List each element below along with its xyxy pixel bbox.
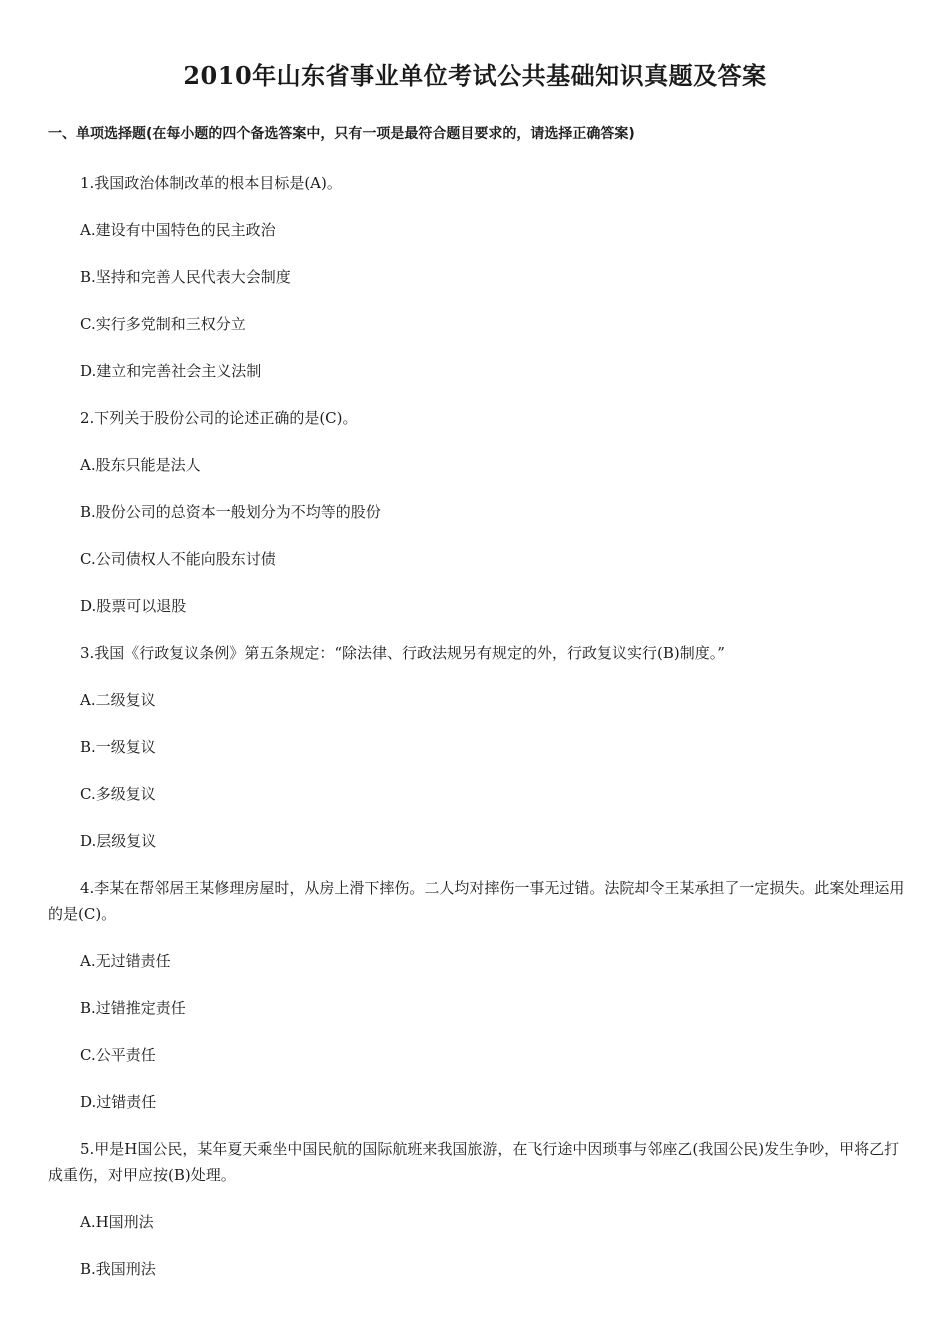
question-3-option-c: C.多级复议 (80, 785, 156, 803)
question-3-option-a: A.二级复议 (80, 691, 156, 709)
question-1-option-c: C.实行多党制和三权分立 (80, 315, 246, 333)
question-4-option-c: C.公平责任 (80, 1046, 156, 1064)
question-4-option-b: B.过错推定责任 (80, 999, 186, 1017)
question-4: 4.李某在帮邻居王某修理房屋时，从房上滑下摔伤。二人均对摔伤一事无过错。法院却令王某承担了一定损失。此案处理运用的是(C)。 (48, 879, 905, 923)
question-2-option-b: B.股份公司的总资本一般划分为不均等的股份 (80, 503, 381, 521)
question-1: 1.我国政治体制改革的根本目标是(A)。 (80, 174, 342, 192)
section-heading: 一、单项选择题(在每小题的四个备选答案中，只有一项是最符合题目要求的，请选择正确答案) (48, 126, 635, 142)
question-1-option-d: D.建立和完善社会主义法制 (80, 362, 262, 380)
question-5-option-b: B.我国刑法 (80, 1260, 156, 1278)
question-5-option-a: A.H国刑法 (80, 1213, 154, 1231)
document-title: 2010年山东省事业单位考试公共基础知识真题及答案 (183, 61, 767, 90)
question-2: 2.下列关于股份公司的论述正确的是(C)。 (80, 409, 358, 427)
question-3-option-d: D.层级复议 (80, 832, 157, 850)
question-list (48, 170, 908, 1303)
question-3-option-b: B.一级复议 (80, 738, 156, 756)
question-4-option-d: D.过错责任 (80, 1093, 157, 1111)
question-1-option-a: A.建设有中国特色的民主政治 (80, 221, 276, 239)
question-2-option-a: A.股东只能是法人 (80, 456, 201, 474)
question-5: 5.甲是H国公民，某年夏天乘坐中国民航的国际航班来我国旅游，在飞行途中因琐事与邻座乙(我国公民)发生争吵，甲将乙打成重伤，对甲应按(B)处理。 (48, 1140, 900, 1184)
question-4-option-a: A.无过错责任 (80, 952, 171, 970)
question-2-option-c: C.公司债权人不能向股东讨债 (80, 550, 276, 568)
question-1-option-b: B.坚持和完善人民代表大会制度 (80, 268, 291, 286)
question-3: 3.我国《行政复议条例》第五条规定：“除法律、行政法规另有规定的外，行政复议实行(B)制度。” (80, 644, 725, 662)
question-2-option-d: D.股票可以退股 (80, 597, 187, 615)
